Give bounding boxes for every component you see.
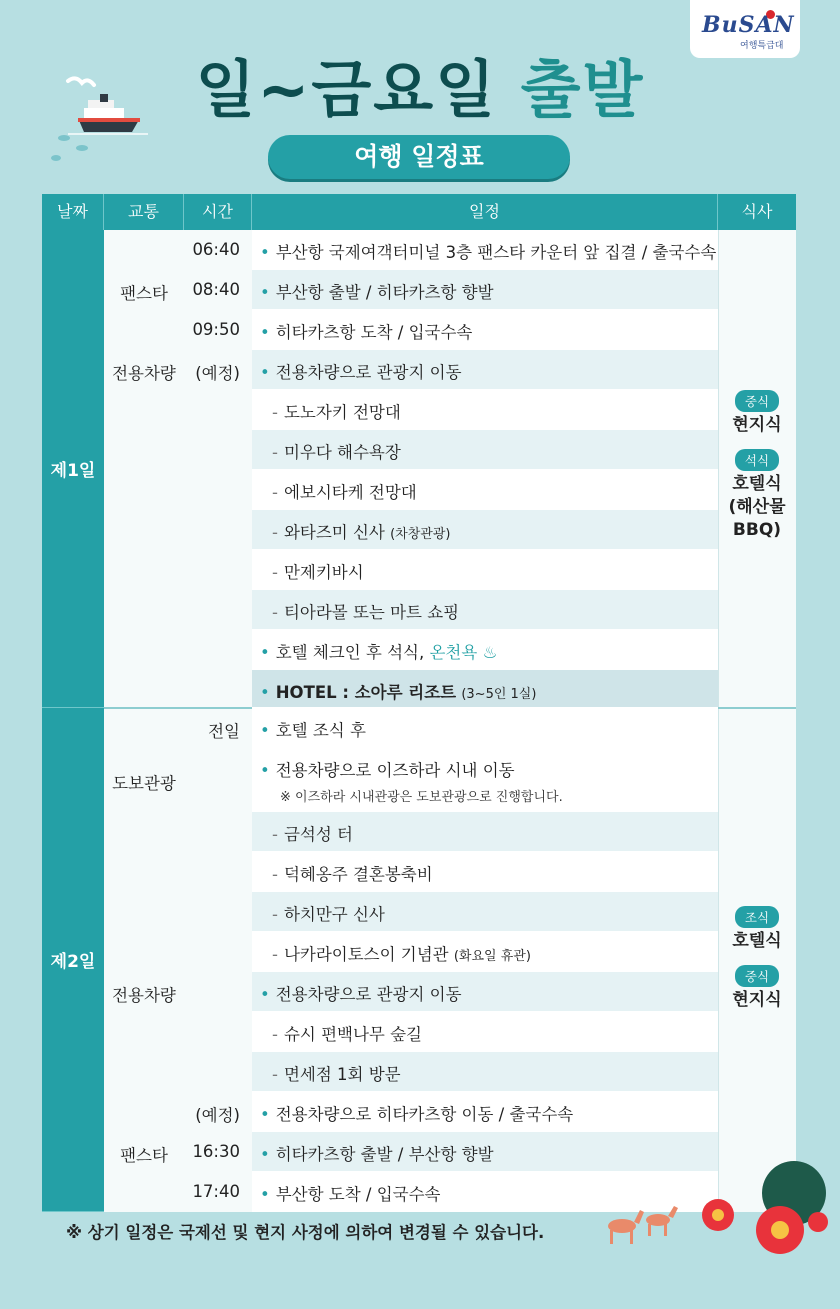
- schedule-note: (차창관광): [390, 527, 451, 542]
- meal-text: 호텔식 (해산물 BBQ): [728, 474, 786, 540]
- hotel-row: • HOTEL : 소아루 리조트 (3~5인 1실): [252, 670, 718, 708]
- day1-time: 08:40: [192, 280, 240, 299]
- schedule-row: - 만제키바시: [252, 550, 718, 590]
- deer-flower-decoration-icon: [600, 1160, 840, 1309]
- day1-transport-panstar: 팬스타: [120, 284, 168, 303]
- meal-text: 현지식: [732, 415, 782, 435]
- schedule-row: • 호텔 조식 후: [252, 708, 718, 748]
- day2-time: (예정): [195, 1106, 240, 1125]
- day1-meals: [718, 390, 796, 542]
- day2-transport-panstar: 팬스타: [120, 1146, 168, 1165]
- schedule-text: 전용차량으로 관광지 이동: [275, 985, 462, 1004]
- header-date: 날짜: [42, 194, 104, 230]
- meal-text: 현지식: [732, 990, 782, 1010]
- schedule-row: - 덕혜옹주 결혼봉축비: [252, 852, 718, 892]
- logo-text: BuSAN: [702, 12, 795, 38]
- schedule-row: - 와타즈미 신사 (차창관광): [252, 510, 718, 550]
- title-departure: 출발: [520, 53, 645, 126]
- schedule-text: 미우다 해수욕장: [283, 443, 401, 462]
- schedule-row: - 금석성 터: [252, 812, 718, 852]
- schedule-text: 전용차량으로 관광지 이동: [275, 363, 462, 382]
- schedule-row: - 티아라몰 또는 마트 쇼핑: [252, 590, 718, 630]
- header-schedule: 일정: [252, 194, 718, 230]
- schedule-text: 하치만구 신사: [283, 905, 385, 924]
- schedule-text: 에보시타케 전망대: [283, 483, 417, 502]
- schedule-note: ※ 이즈하라 시내관광은 도보관광으로 진행합니다.: [280, 790, 563, 805]
- logo-subtext: 여행특급대: [740, 41, 784, 51]
- schedule-text: 호텔 조식 후: [275, 721, 366, 740]
- day2-transport-vehicle: 전용차량: [112, 986, 176, 1005]
- meal-text: 호텔식: [732, 931, 782, 951]
- schedule-row: - 나카라이토스이 기념관 (화요일 휴관): [252, 932, 718, 972]
- schedule-text: 전용차량으로 이즈하라 시내 이동: [275, 761, 515, 780]
- subtitle-pill: 여행 일정표: [268, 135, 570, 179]
- header-meal: 식사: [718, 194, 796, 230]
- schedule-text: 티아라몰 또는 마트 쇼핑: [283, 603, 460, 622]
- schedule-row: - 하치만구 신사: [252, 892, 718, 932]
- meal-divider: [718, 230, 719, 1212]
- meal-badge: 중식: [735, 965, 779, 987]
- hotel-note: (3~5인 1실): [461, 687, 537, 702]
- meal-badge: 조식: [735, 906, 779, 928]
- schedule-text: 면세점 1회 방문: [283, 1065, 401, 1084]
- schedule-note: (화요일 휴관): [453, 949, 531, 964]
- day2-meals: [718, 906, 796, 1012]
- day1-time: (예정): [195, 364, 240, 383]
- schedule-text: 호텔 체크인 후 석식,: [275, 643, 425, 662]
- day2-time: 17:40: [192, 1182, 240, 1201]
- schedule-text: 부산항 도착 / 입국수속: [275, 1185, 441, 1204]
- day2-time: 16:30: [192, 1142, 240, 1161]
- page-title: [0, 40, 840, 129]
- schedule-text: 금석성 터: [283, 825, 353, 844]
- schedule-text: 부산항 출발 / 히타카츠항 향발: [275, 283, 494, 302]
- schedule-row: - 도노자키 전망대: [252, 390, 718, 430]
- schedule-text: 슈시 편백나무 숲길: [283, 1025, 422, 1044]
- schedule-text: 히타카츠항 도착 / 입국수속: [275, 323, 473, 342]
- schedule-text: 부산항 국제여객터미널 3층 팬스타 카운터 앞 집결 / 출국수속: [275, 243, 717, 262]
- header-transport: 교통: [104, 194, 184, 230]
- schedule-text: 덕혜옹주 결혼봉축비: [283, 865, 433, 884]
- schedule-row: - 슈시 편백나무 숲길: [252, 1012, 718, 1052]
- day1-label: 제1일: [42, 230, 104, 708]
- title-days: 일~금요일: [195, 53, 498, 126]
- footer-note: ※ 상기 일정은 국제선 및 현지 사정에 의하여 변경될 수 있습니다.: [66, 1223, 545, 1242]
- day1-transport-vehicle: 전용차량: [112, 364, 176, 383]
- day2-time: 전일: [208, 722, 240, 741]
- schedule-row: • 전용차량으로 히타카츠항 이동 / 출국수속: [252, 1092, 718, 1132]
- hotel-label: HOTEL : 소아루 리조트: [275, 683, 457, 702]
- schedule-text: 만제키바시: [283, 563, 364, 582]
- schedule-text: 나카라이토스이 기념관: [283, 945, 449, 964]
- meal-badge: 중식: [735, 390, 779, 412]
- schedule-row: • 부산항 출발 / 히타카츠항 향발: [252, 270, 718, 310]
- schedule-row: • 부산항 국제여객터미널 3층 팬스타 카운터 앞 집결 / 출국수속: [252, 230, 718, 270]
- day1-time: 09:50: [192, 320, 240, 339]
- day2-label: 제2일: [42, 708, 104, 1212]
- schedule-row: - 미우다 해수욕장: [252, 430, 718, 470]
- schedule-text: 와타즈미 신사: [283, 523, 385, 542]
- meal-badge: 석식: [735, 449, 779, 471]
- schedule-row: • 히타카츠항 출발 / 부산항 향발: [252, 1132, 718, 1172]
- schedule-row: • 전용차량으로 관광지 이동: [252, 972, 718, 1012]
- schedule-text: 히타카츠항 출발 / 부산항 향발: [275, 1145, 494, 1164]
- onsen-text: 온천욕 ♨: [429, 643, 498, 662]
- schedule-text: 도노자키 전망대: [283, 403, 401, 422]
- schedule-row: • 부산항 도착 / 입국수속: [252, 1172, 718, 1212]
- schedule-row: • 히타카츠항 도착 / 입국수속: [252, 310, 718, 350]
- schedule-row: - 면세점 1회 방문: [252, 1052, 718, 1092]
- schedule-row: • 전용차량으로 관광지 이동: [252, 350, 718, 390]
- day2-transport-walking: 도보관광: [112, 774, 176, 793]
- schedule-row: • 전용차량으로 이즈하라 시내 이동 ※ 이즈하라 시내관광은 도보관광으로 진행합니다.: [252, 748, 718, 812]
- day1-time: 06:40: [192, 240, 240, 259]
- schedule-text: 전용차량으로 히타카츠항 이동 / 출국수속: [275, 1105, 574, 1124]
- itinerary-table: [42, 194, 796, 1212]
- schedule-row: - 에보시타케 전망대: [252, 470, 718, 510]
- header-time: 시간: [184, 194, 252, 230]
- schedule-row: • 호텔 체크인 후 석식, 온천욕 ♨: [252, 630, 718, 670]
